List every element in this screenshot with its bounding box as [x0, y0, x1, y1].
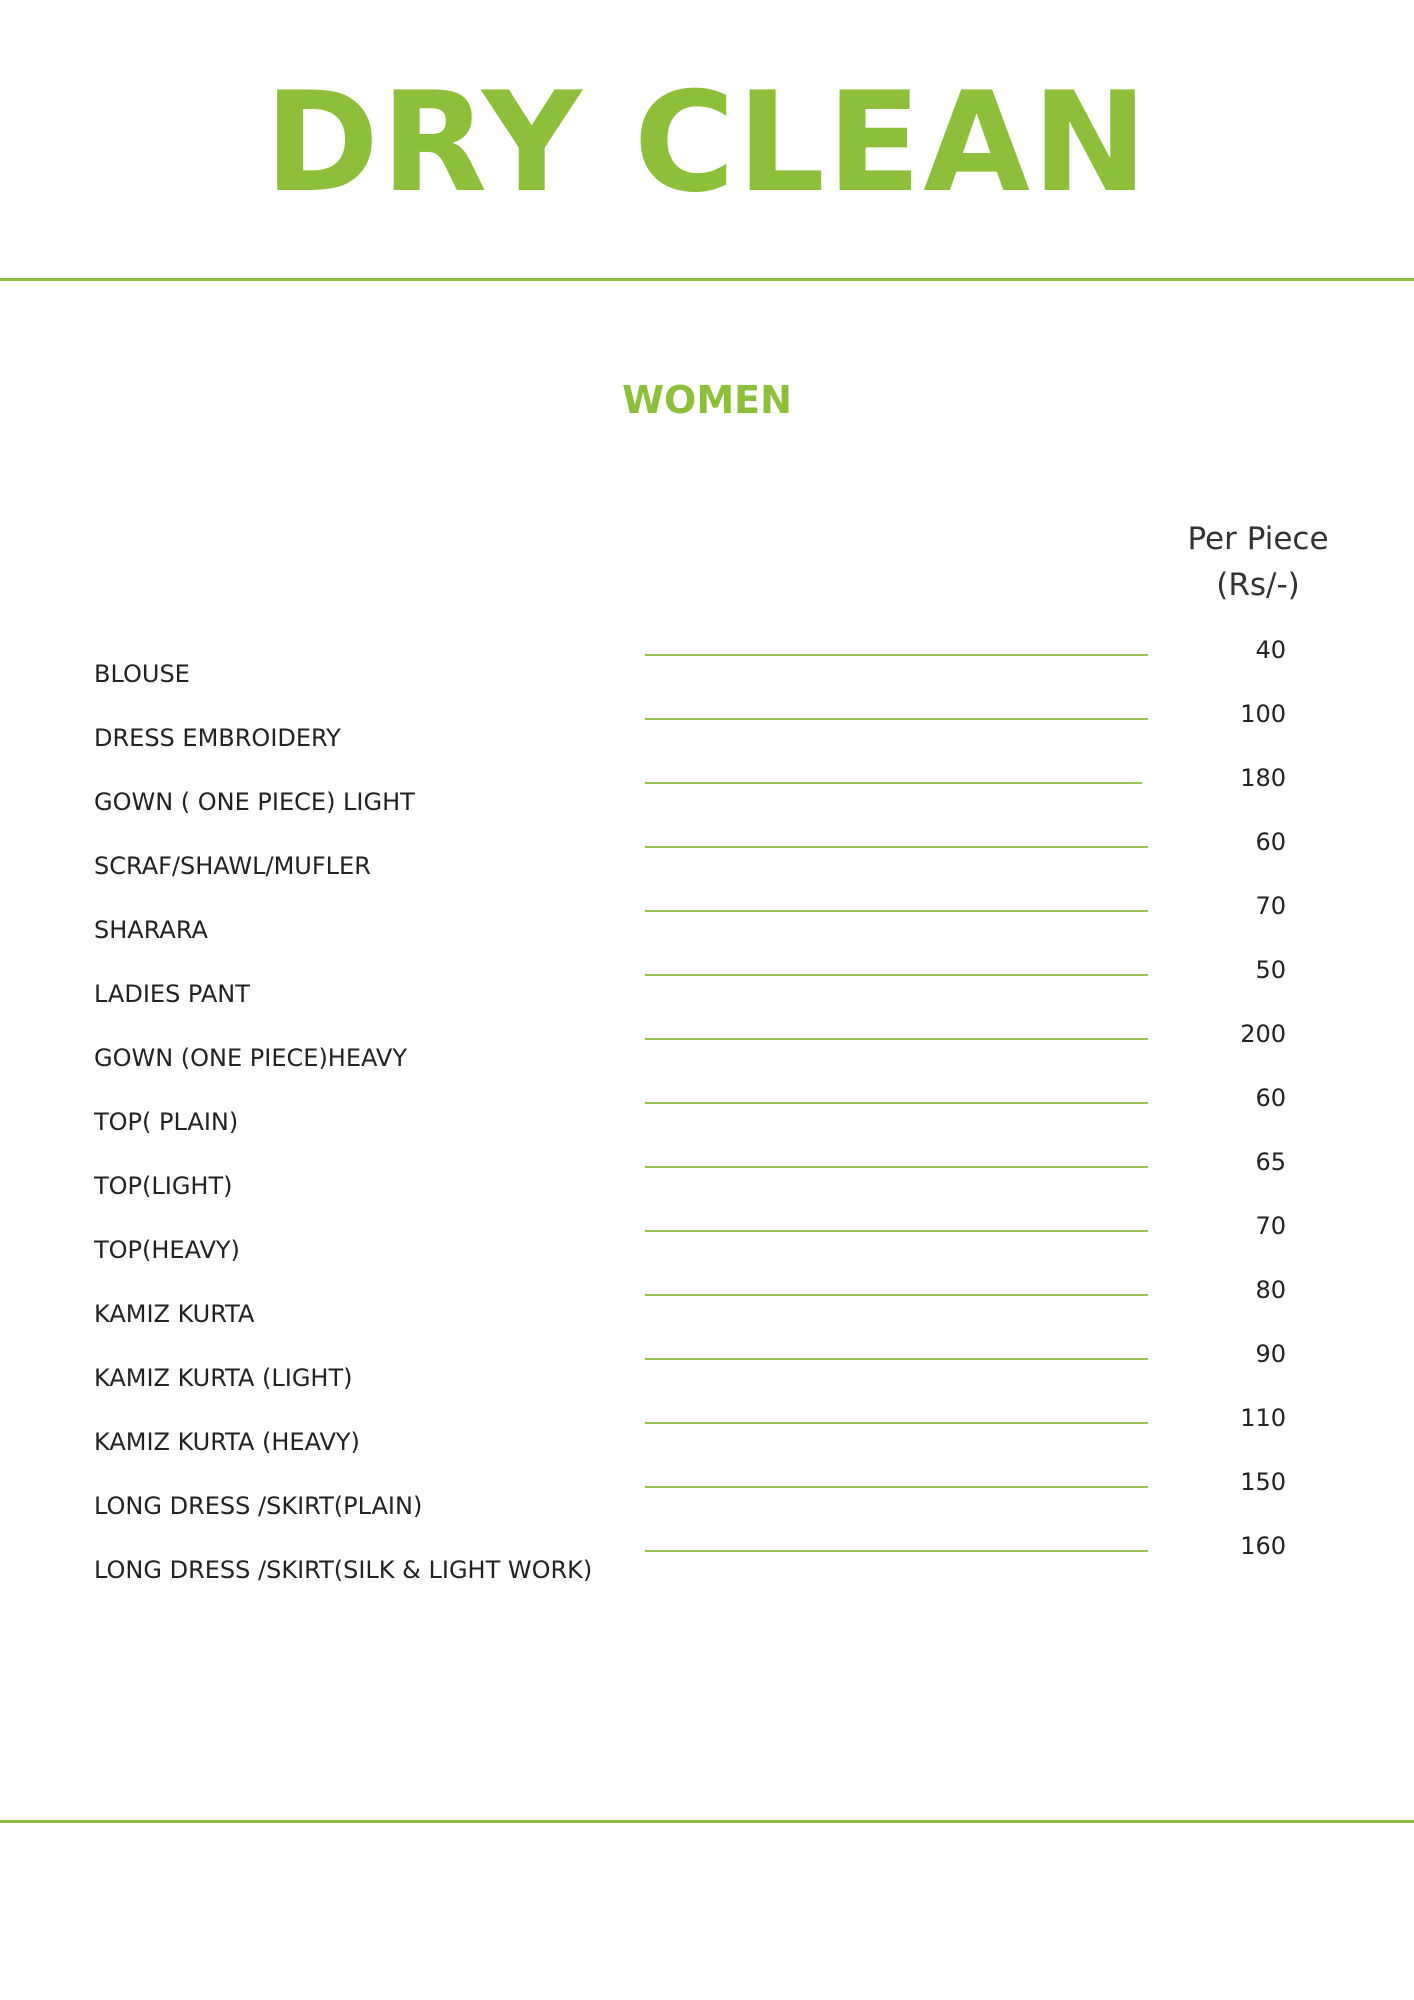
leader-line [645, 1102, 1148, 1104]
price-column-header-line2: (Rs/-) [1216, 567, 1300, 603]
item-name: KAMIZ KURTA (HEAVY) [94, 1428, 360, 1456]
leader-line [645, 1230, 1148, 1232]
leader-line [645, 1038, 1148, 1040]
item-name: TOP(LIGHT) [94, 1172, 233, 1200]
item-price: 40 [1255, 636, 1286, 664]
leader-line [645, 1358, 1148, 1360]
item-price: 65 [1255, 1148, 1286, 1176]
leader-line [645, 974, 1148, 976]
leader-line [645, 910, 1148, 912]
item-price: 90 [1255, 1340, 1286, 1368]
item-name: GOWN ( ONE PIECE) LIGHT [94, 788, 415, 816]
leader-line [645, 1422, 1148, 1424]
item-name: BLOUSE [94, 660, 190, 688]
item-name: LADIES PANT [94, 980, 250, 1008]
item-price: 100 [1240, 700, 1286, 728]
page-title: DRY CLEAN [264, 62, 1150, 223]
leader-line [645, 654, 1148, 656]
list-item [0, 1532, 1414, 1614]
item-price: 70 [1255, 892, 1286, 920]
section-title: WOMEN [622, 378, 792, 422]
leader-line [645, 1166, 1148, 1168]
item-price: 80 [1255, 1276, 1286, 1304]
item-name: SCRAF/SHAWL/MUFLER [94, 852, 371, 880]
item-name: GOWN (ONE PIECE)HEAVY [94, 1044, 407, 1072]
item-name: DRESS EMBROIDERY [94, 724, 341, 752]
leader-line [645, 846, 1148, 848]
item-price: 60 [1255, 828, 1286, 856]
leader-line [645, 1486, 1148, 1488]
leader-line [645, 782, 1142, 784]
item-price: 160 [1240, 1532, 1286, 1560]
price-column-header-line1: Per Piece [1187, 521, 1329, 557]
item-price: 150 [1240, 1468, 1286, 1496]
item-name: SHARARA [94, 916, 208, 944]
item-price: 180 [1240, 764, 1286, 792]
item-name: LONG DRESS /SKIRT(PLAIN) [94, 1492, 423, 1520]
item-price: 60 [1255, 1084, 1286, 1112]
item-name: LONG DRESS /SKIRT(SILK & LIGHT WORK) [94, 1556, 593, 1584]
item-name: KAMIZ KURTA (LIGHT) [94, 1364, 353, 1392]
item-name: KAMIZ KURTA [94, 1300, 255, 1328]
item-price: 110 [1240, 1404, 1286, 1432]
item-price: 70 [1255, 1212, 1286, 1240]
leader-line [645, 1294, 1148, 1296]
leader-line [645, 718, 1148, 720]
item-name: TOP(HEAVY) [94, 1236, 240, 1264]
item-name: TOP( PLAIN) [94, 1108, 239, 1136]
item-price: 200 [1240, 1020, 1286, 1048]
bottom-divider [0, 1820, 1414, 1823]
leader-line [645, 1550, 1148, 1552]
item-price: 50 [1255, 956, 1286, 984]
